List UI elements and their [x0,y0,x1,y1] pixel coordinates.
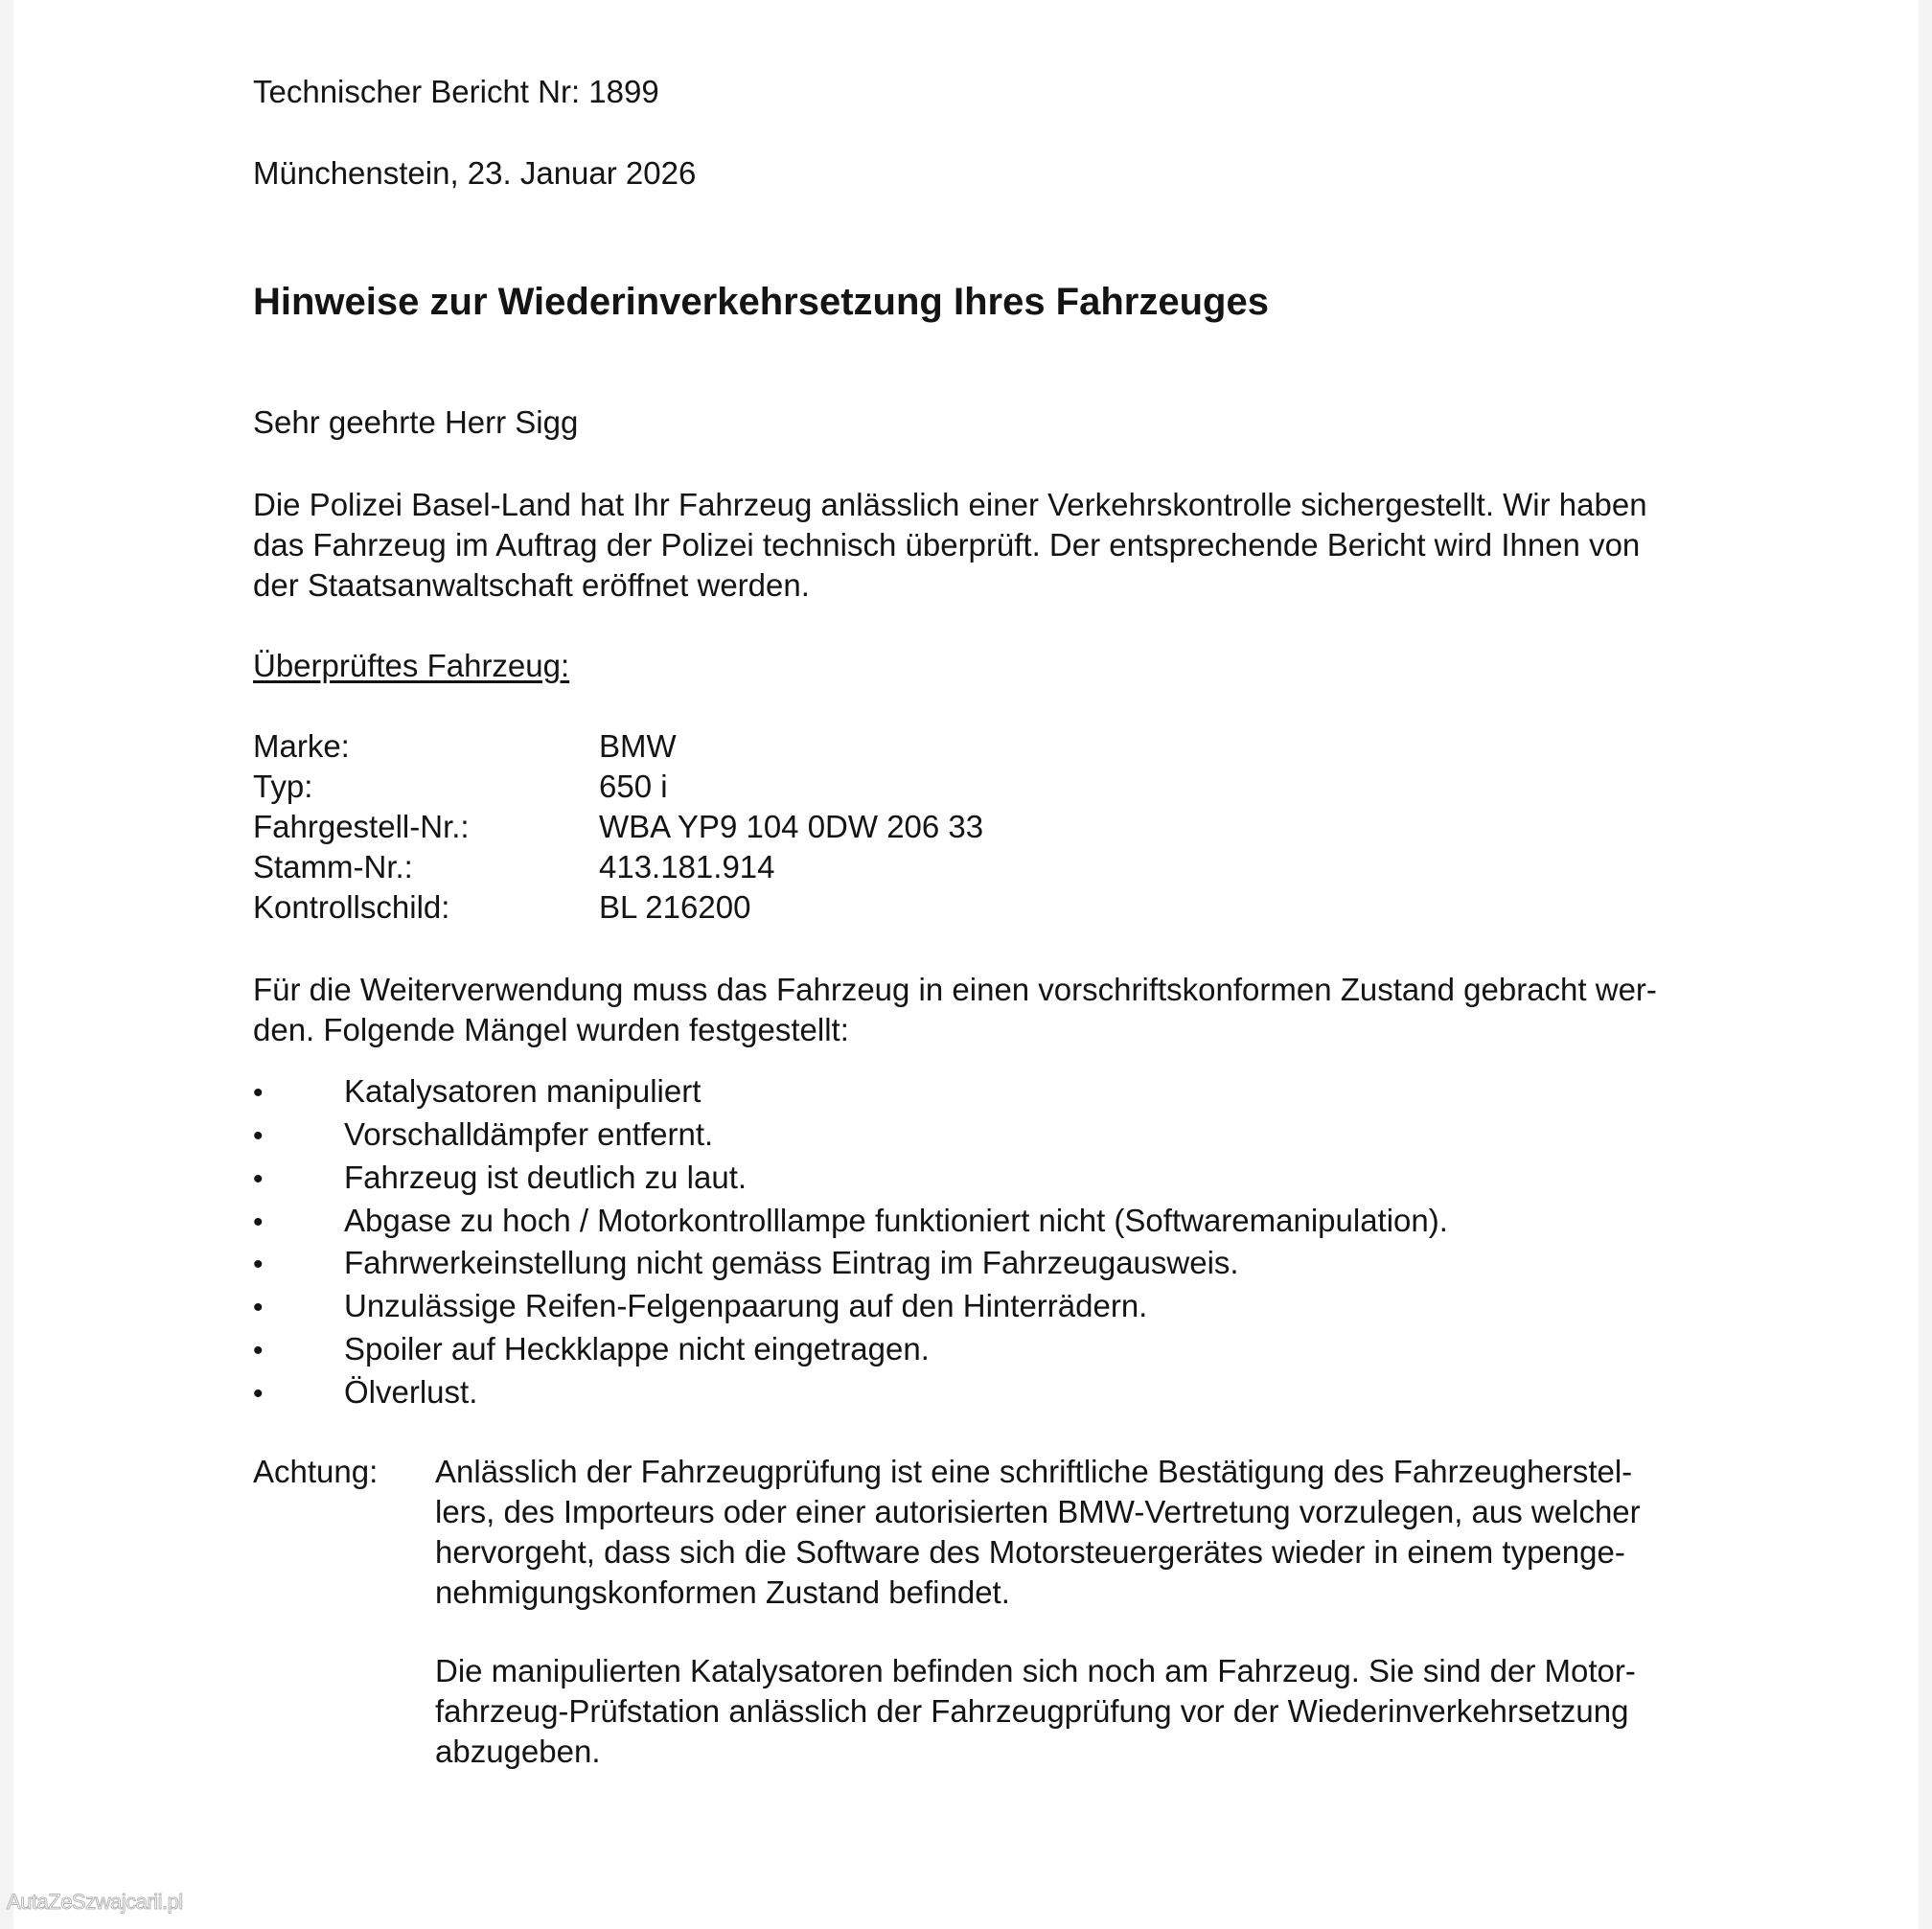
achtung-line: abzugeben. [435,1734,601,1769]
list-item-text: Katalysatoren manipuliert [344,1073,702,1109]
spec-label: Marke: [253,728,350,764]
spec-value: BMW [599,728,677,764]
bullet-icon: • [253,1335,264,1366]
bullet-icon: • [253,1120,264,1152]
list-item [253,1114,713,1157]
list-item-text: Vorschalldämpfer entfernt. [344,1116,714,1152]
spec-label: Fahrgestell-Nr.: [253,809,470,844]
salutation: Sehr geehrte Herr Sigg [253,404,579,440]
defects-intro-line: Für die Weiterverwendung muss das Fahrzeug in einen vorschriftskonformen Zustand gebracht wer- [253,972,1657,1007]
list-item [253,1243,1239,1285]
report-number: Technischer Bericht Nr: 1899 [253,74,659,109]
achtung-line: lers, des Importeurs oder einer autorisierten BMW-Vertretung vorzulegen, aus welcher [435,1494,1641,1529]
bullet-icon: • [253,1077,264,1109]
bullet-icon: • [253,1378,264,1410]
list-item [253,1158,747,1200]
achtung-label: Achtung: [253,1454,379,1489]
intro-line: das Fahrzeug im Auftrag der Polizei technisch überprüft. Der entsprechende Bericht wird Ihnen von [253,527,1641,563]
defects-intro [253,970,1806,1050]
achtung-line: Die manipulierten Katalysatoren befinden sich noch am Fahrzeug. Sie sind der Motor- [435,1653,1636,1688]
spec-value: BL 216200 [599,889,751,925]
bullet-icon: • [253,1292,264,1323]
spec-row-marke [253,726,677,767]
achtung-paragraph-2 [435,1651,1636,1772]
document-title: Hinweise zur Wiederinverkehrsetzung Ihres Fahrzeuges [253,281,1269,323]
spec-row-stamm [253,847,775,887]
achtung-paragraph-1 [435,1452,1641,1613]
spec-value: 650 i [599,769,668,804]
achtung-line: hervorgeht, dass sich die Software des Motorsteuergerätes wieder in einem typenge- [435,1534,1625,1570]
intro-line: der Staatsanwaltschaft eröffnet werden. [253,567,810,603]
bullet-icon: • [253,1249,264,1280]
achtung-line: nehmigungskonformen Zustand befindet. [435,1574,1010,1610]
list-item-text: Unzulässige Reifen-Felgenpaarung auf den Hinterrädern. [344,1288,1148,1323]
watermark: AutaZeSzwajcarii.pl [7,1890,183,1914]
spec-value: WBA YP9 104 0DW 206 33 [599,809,984,844]
list-item-text: Spoiler auf Heckklappe nicht eingetragen. [344,1331,930,1366]
list-item-text: Fahrwerkeinstellung nicht gemäss Eintrag im Fahrzeugausweis. [344,1245,1239,1280]
intro-paragraph [253,485,1806,606]
spec-row-typ [253,767,668,807]
spec-label: Kontrollschild: [253,889,450,925]
spec-label: Typ: [253,769,313,804]
list-item-text: Abgase zu hoch / Motorkontrolllampe funktioniert nicht (Softwaremanipulation). [344,1203,1448,1238]
place-date: Münchenstein, 23. Januar 2026 [253,155,697,191]
achtung-line: fahrzeug-Prüfstation anlässlich der Fahrzeugprüfung vor der Wiederinverkehrsetzung [435,1693,1629,1729]
list-item-text: Ölverlust. [344,1374,478,1410]
list-item-text: Fahrzeug ist deutlich zu laut. [344,1160,748,1195]
vehicle-heading: Überprüftes Fahrzeug: [253,648,570,683]
list-item [253,1071,701,1114]
achtung-line: Anlässlich der Fahrzeugprüfung ist eine schriftliche Bestätigung des Fahrzeugherstel- [435,1454,1633,1489]
spec-row-fahrgestell [253,807,983,847]
bullet-icon: • [253,1163,264,1195]
spec-label: Stamm-Nr.: [253,849,413,884]
intro-line: Die Polizei Basel-Land hat Ihr Fahrzeug anlässlich einer Verkehrskontrolle sichergestellt. Wir haben [253,487,1647,522]
bullet-icon: • [253,1206,264,1238]
spec-row-kontrollschild [253,887,750,928]
list-item [253,1286,1147,1328]
spec-value: 413.181.914 [599,849,775,884]
list-item [253,1329,930,1371]
defects-intro-line: den. Folgende Mängel wurden festgestellt: [253,1012,849,1047]
document-page [13,0,1919,1929]
list-item [253,1201,1448,1243]
list-item [253,1372,477,1414]
